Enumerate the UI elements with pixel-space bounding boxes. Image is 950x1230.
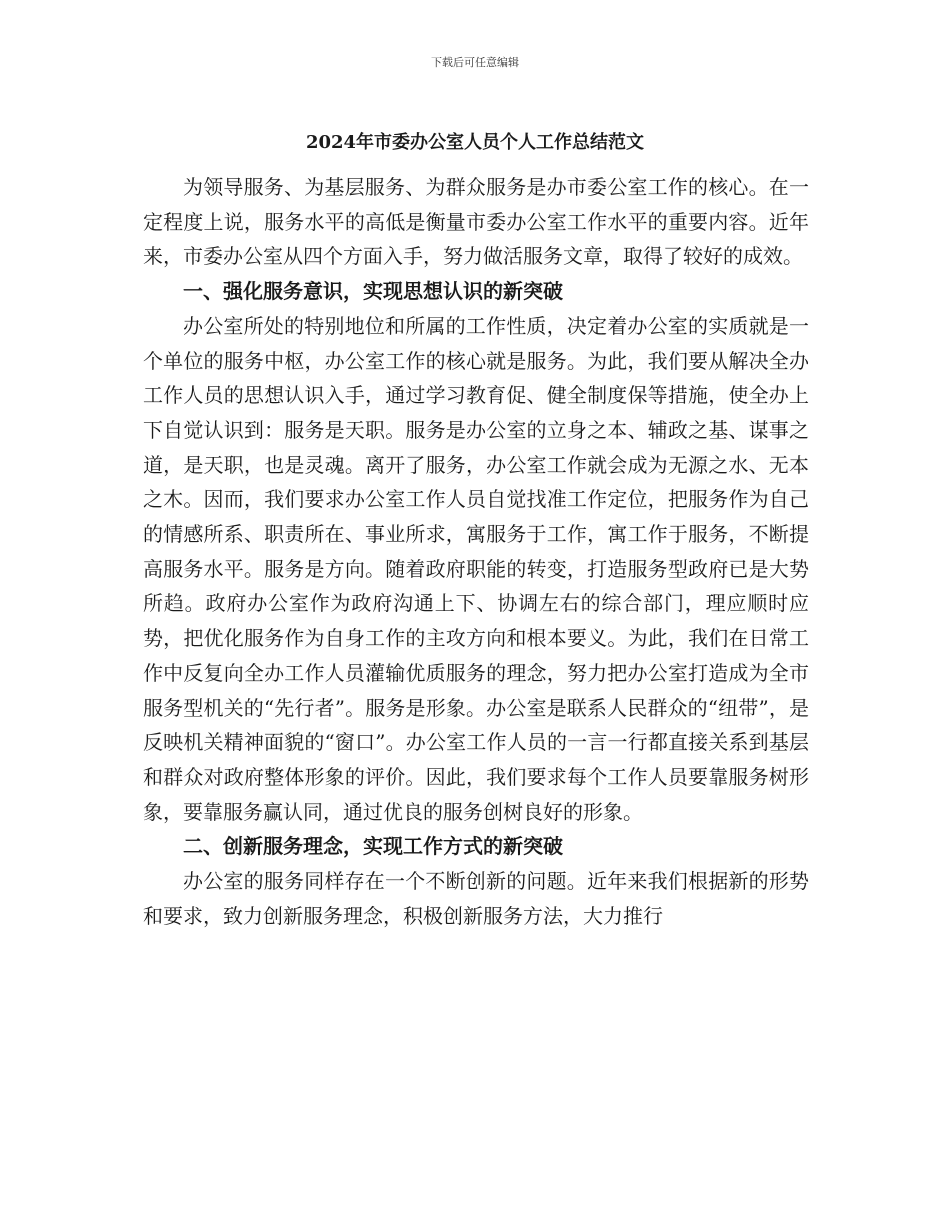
document-body (143, 170, 809, 933)
intro-paragraph: 为领导服务、为基层服务、为群众服务是办市委公室工作的核心。在一定程度上说，服务水平的高低是衡量市委办公室工作水平的重要内容。近年来，市委办公室从四个方面入手，努力做活服务文章，取得了较好的成效。 (143, 175, 809, 269)
section-1-paragraph: 办公室所处的特别地位和所属的工作性质，决定着办公室的实质就是一个单位的服务中枢，办公室工作的核心就是服务。为此，我们要从解决全办工作人员的思想认识入手，通过学习教育促、健全制度保等措施，使全办上下自觉认识到：服务是天职。服务是办公室的立身之本、辅政之基、谋事之道，是天职，也是灵魂。离开了服务，办公室工作就会成为无源之水、无本之木。因而，我们要求办公室工作人员自觉找准工作定位，把服务作为自己的情感所系、职责所在、事业所求，寓服务于工作，寓工作于服务，不断提高服务水平。服务是方向。随着政府职能的转变，打造服务型政府已是大势所趋。政府办公室作为政府沟通上下、协调左右的综合部门，理应顺时应势，把优化服务作为自身工作的主攻方向和根本要义。为此，我们在日常工作中反复向全办工作人员灌输优质服务的理念，努力把办公室打造成为全市服务型机关的“先行者”。服务是形象。办公室是联系人民群众的“纽带”，是反映机关精神面貌的“窗口”。办公室工作人员的一言一行都直接关系到基层和群众对政府整体形象的评价。因此，我们要求每个工作人员要靠服务树形象，要靠服务赢认同，通过优良的服务创树良好的形象。 (143, 313, 809, 824)
document-title: 2024年市委办公室人员个人工作总结范文 (305, 132, 645, 153)
section-2-paragraph: 办公室的服务同样存在一个不断创新的问题。近年来我们根据新的形势和要求，致力创新服务理念，积极创新服务方法，大力推行 (143, 869, 809, 928)
page-header-note: 下载后可任意编辑 (431, 56, 519, 69)
section-1-heading: 一、强化服务意识，实现思想认识的新突破 (183, 279, 563, 304)
section-2-heading: 二、创新服务理念，实现工作方式的新突破 (183, 834, 563, 859)
